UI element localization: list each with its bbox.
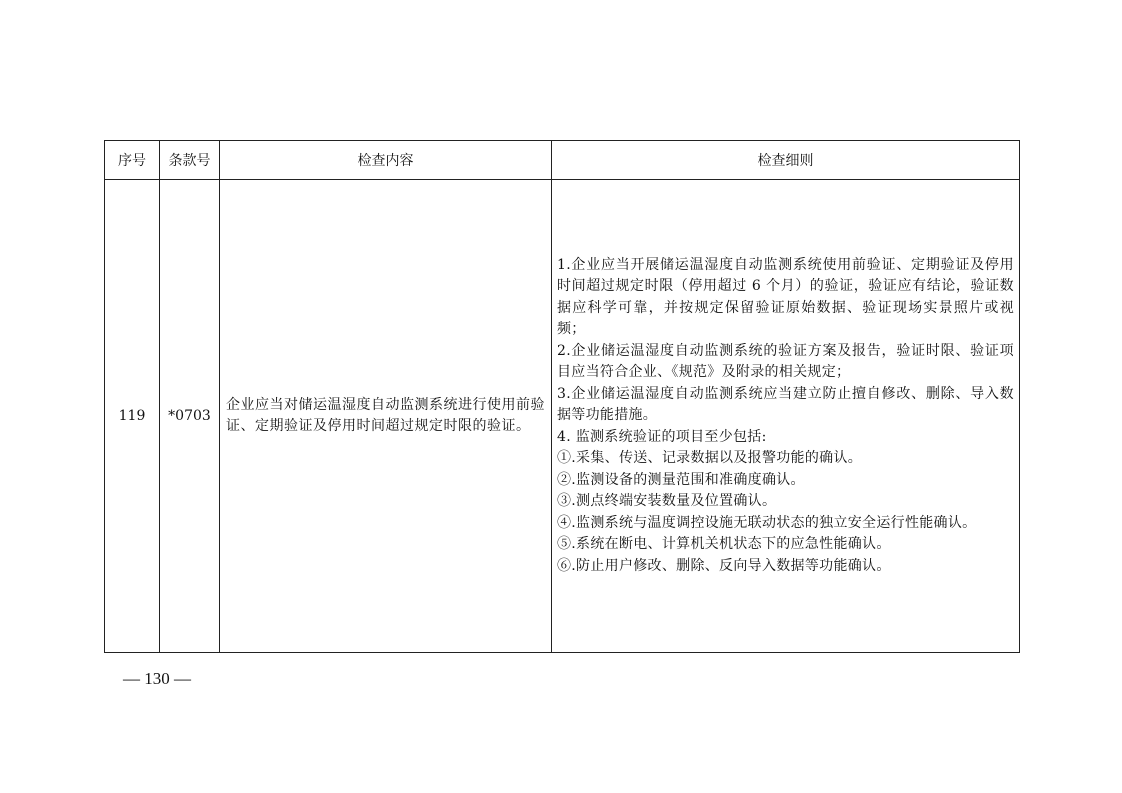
header-content: 检查内容 <box>220 141 552 180</box>
inspection-table <box>104 140 1020 653</box>
row-content: 企业应当对储运温湿度自动监测系统进行使用前验证、定期验证及停用时间超过规定时限的验证。 <box>220 180 552 653</box>
row-rules <box>552 180 1020 653</box>
table-row <box>105 180 1020 653</box>
header-clause: 条款号 <box>160 141 220 180</box>
rule-item: ③.测点终端安装数量及位置确认。 <box>557 493 777 510</box>
header-no: 序号 <box>105 141 160 180</box>
rule-item: ⑥.防止用户修改、删除、反向导入数据等功能确认。 <box>557 557 891 574</box>
table-header-row <box>105 141 1020 180</box>
rule-item: 4. 监测系统验证的项目至少包括: <box>557 428 767 445</box>
rule-item: ②.监测设备的测量范围和准确度确认。 <box>557 471 805 488</box>
rule-item: 3.企业储运温湿度自动监测系统应当建立防止擅自修改、删除、导入数据等功能措施。 <box>557 385 1014 424</box>
header-rules: 检查细则 <box>552 141 1020 180</box>
rule-item: 1.企业应当开展储运温湿度自动监测系统使用前验证、定期验证及停用时间超过规定时限（停用超过 6 个月）的验证，验证应有结论，验证数据应科学可靠，并按规定保留验证原始数据、验证现场实景照片或视频； <box>557 256 1014 338</box>
rule-item: ①.采集、传送、记录数据以及报警功能的确认。 <box>557 450 863 467</box>
rule-item: ⑤.系统在断电、计算机关机状态下的应急性能确认。 <box>557 536 891 553</box>
rule-item: 2.企业储运温湿度自动监测系统的验证方案及报告，验证时限、验证项目应当符合企业、《规范》及附录的相关规定； <box>557 342 1014 381</box>
row-clause: *0703 <box>160 180 220 653</box>
row-no: 119 <box>105 180 160 653</box>
page-number: — 130 — <box>123 669 191 688</box>
rule-item: ④.监测系统与温度调控设施无联动状态的独立安全运行性能确认。 <box>557 514 977 531</box>
